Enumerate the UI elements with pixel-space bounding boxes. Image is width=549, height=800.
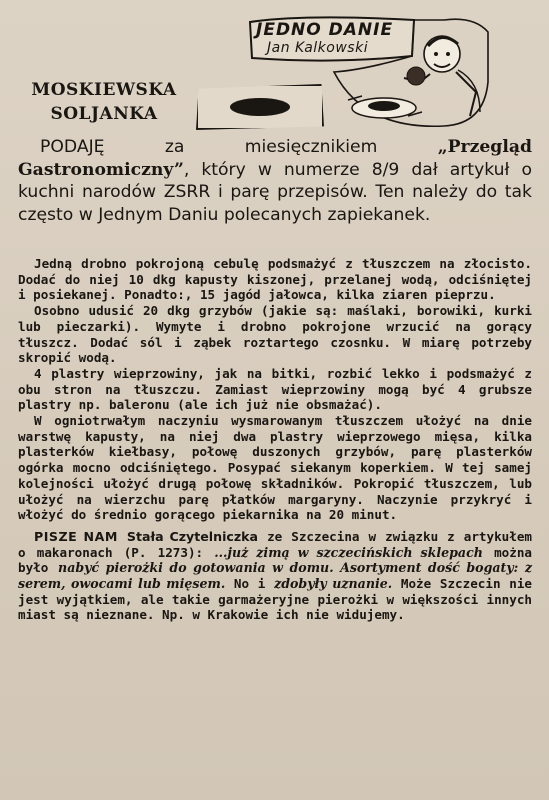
title-line-2: SOLJANKA <box>50 104 158 124</box>
recipe-paragraph-4: W ogniotrwałym naczyniu wysmarowanym tłuszczem ułożyć na dnie warstwę kapusty, na niej dwa plastry wieprzowego mięsa, kilka plasterków kiełbasy, połowę duszonych grzybów, parę plasterków ogórka mocno odciśniętego. Posypać siekanym koperkiem. W tej samej kolejności ułożyć drugą połowę składników. Pokropić tłuszczem, lub ułożyć na wierzchu parę płatków margaryny. Naczynie przykryć i włożyć do średnio gorącego piekarnika na 20 minut. <box>18 413 532 523</box>
letter-label: PISZE NAM <box>34 528 118 544</box>
column-name: JEDNO DANIE <box>256 20 394 40</box>
lead-paragraph <box>18 136 532 226</box>
letter-quote-1: ...już zimą w szczecińskich sklepach <box>214 544 483 560</box>
recipe-body <box>18 256 532 623</box>
letter-text-1: ze Szczecina w związku z artykułem o makaronach (P. 1273): <box>18 528 532 560</box>
recipe-paragraph-3: 4 plastry wieprzowiny, jak na bitki, rozbić lekko i podsmażyć z obu stron na tłuszczu. Zamiast wieprzowiny mogą być 4 grubsze plastry np. baleronu (ale ich już nie obsmażać). <box>18 365 532 413</box>
title-line-1: MOSKIEWSKA <box>31 80 177 100</box>
letter-text-2: można było <box>18 544 532 576</box>
lead-text-2: , który w numerze 8/9 dał artykuł o kuchni narodów ZSRR i parę przepisów. Ten należy do tak często w Jednym Daniu polecanych zapiekanek. <box>18 159 532 225</box>
dish-icon <box>230 98 290 116</box>
article-title <box>14 78 194 126</box>
recipe-paragraph-1: Jedną drobno pokrojoną cebulę podsmażyć z tłuszczem na złocisto. Dodać do niej 10 dkg kapusty kiszonej, przelanej wodą, odciśniętej i posiekanej. Ponadto:, 15 jagód jałowca, kilka ziaren pieprzu. <box>18 256 532 303</box>
letter-quote-3: zdobyły uznanie. <box>274 576 393 592</box>
column-author: Jan Kalkowski <box>267 40 369 56</box>
letter-signature: Stała Czytelniczka <box>126 528 259 544</box>
lead-source: „Przegląd Gastronomiczny” <box>18 137 532 180</box>
letter-text-3: No i <box>225 576 275 592</box>
dish-illustration <box>196 84 324 130</box>
recipe-paragraph-2: Osobno udusić 20 dkg grzybów (jakie są: maślaki, borowiki, kurki lub pieczarki). Wymyte i drobno pokrojone wrzucić na gorący tłuszcz. Dodać sól i ząbek roztartego czosnku. W miarę potrzeby skropić wodą. <box>18 303 532 366</box>
reader-letter <box>18 529 532 623</box>
letter-quote-2: nabyć pierożki do gotowania w domu. Asortyment dość bogaty: z serem, owocami lub mięsem. <box>18 560 532 592</box>
lead-text-1: PODAJĘ za miesięcznikiem <box>40 137 438 157</box>
letter-text-4: Może Szczecin nie jest wyjątkiem, ale takie garmażeryjne pierożki w większości innych miast są nieznane. Np. w Krakowie ich nie widujemy. <box>18 576 532 623</box>
